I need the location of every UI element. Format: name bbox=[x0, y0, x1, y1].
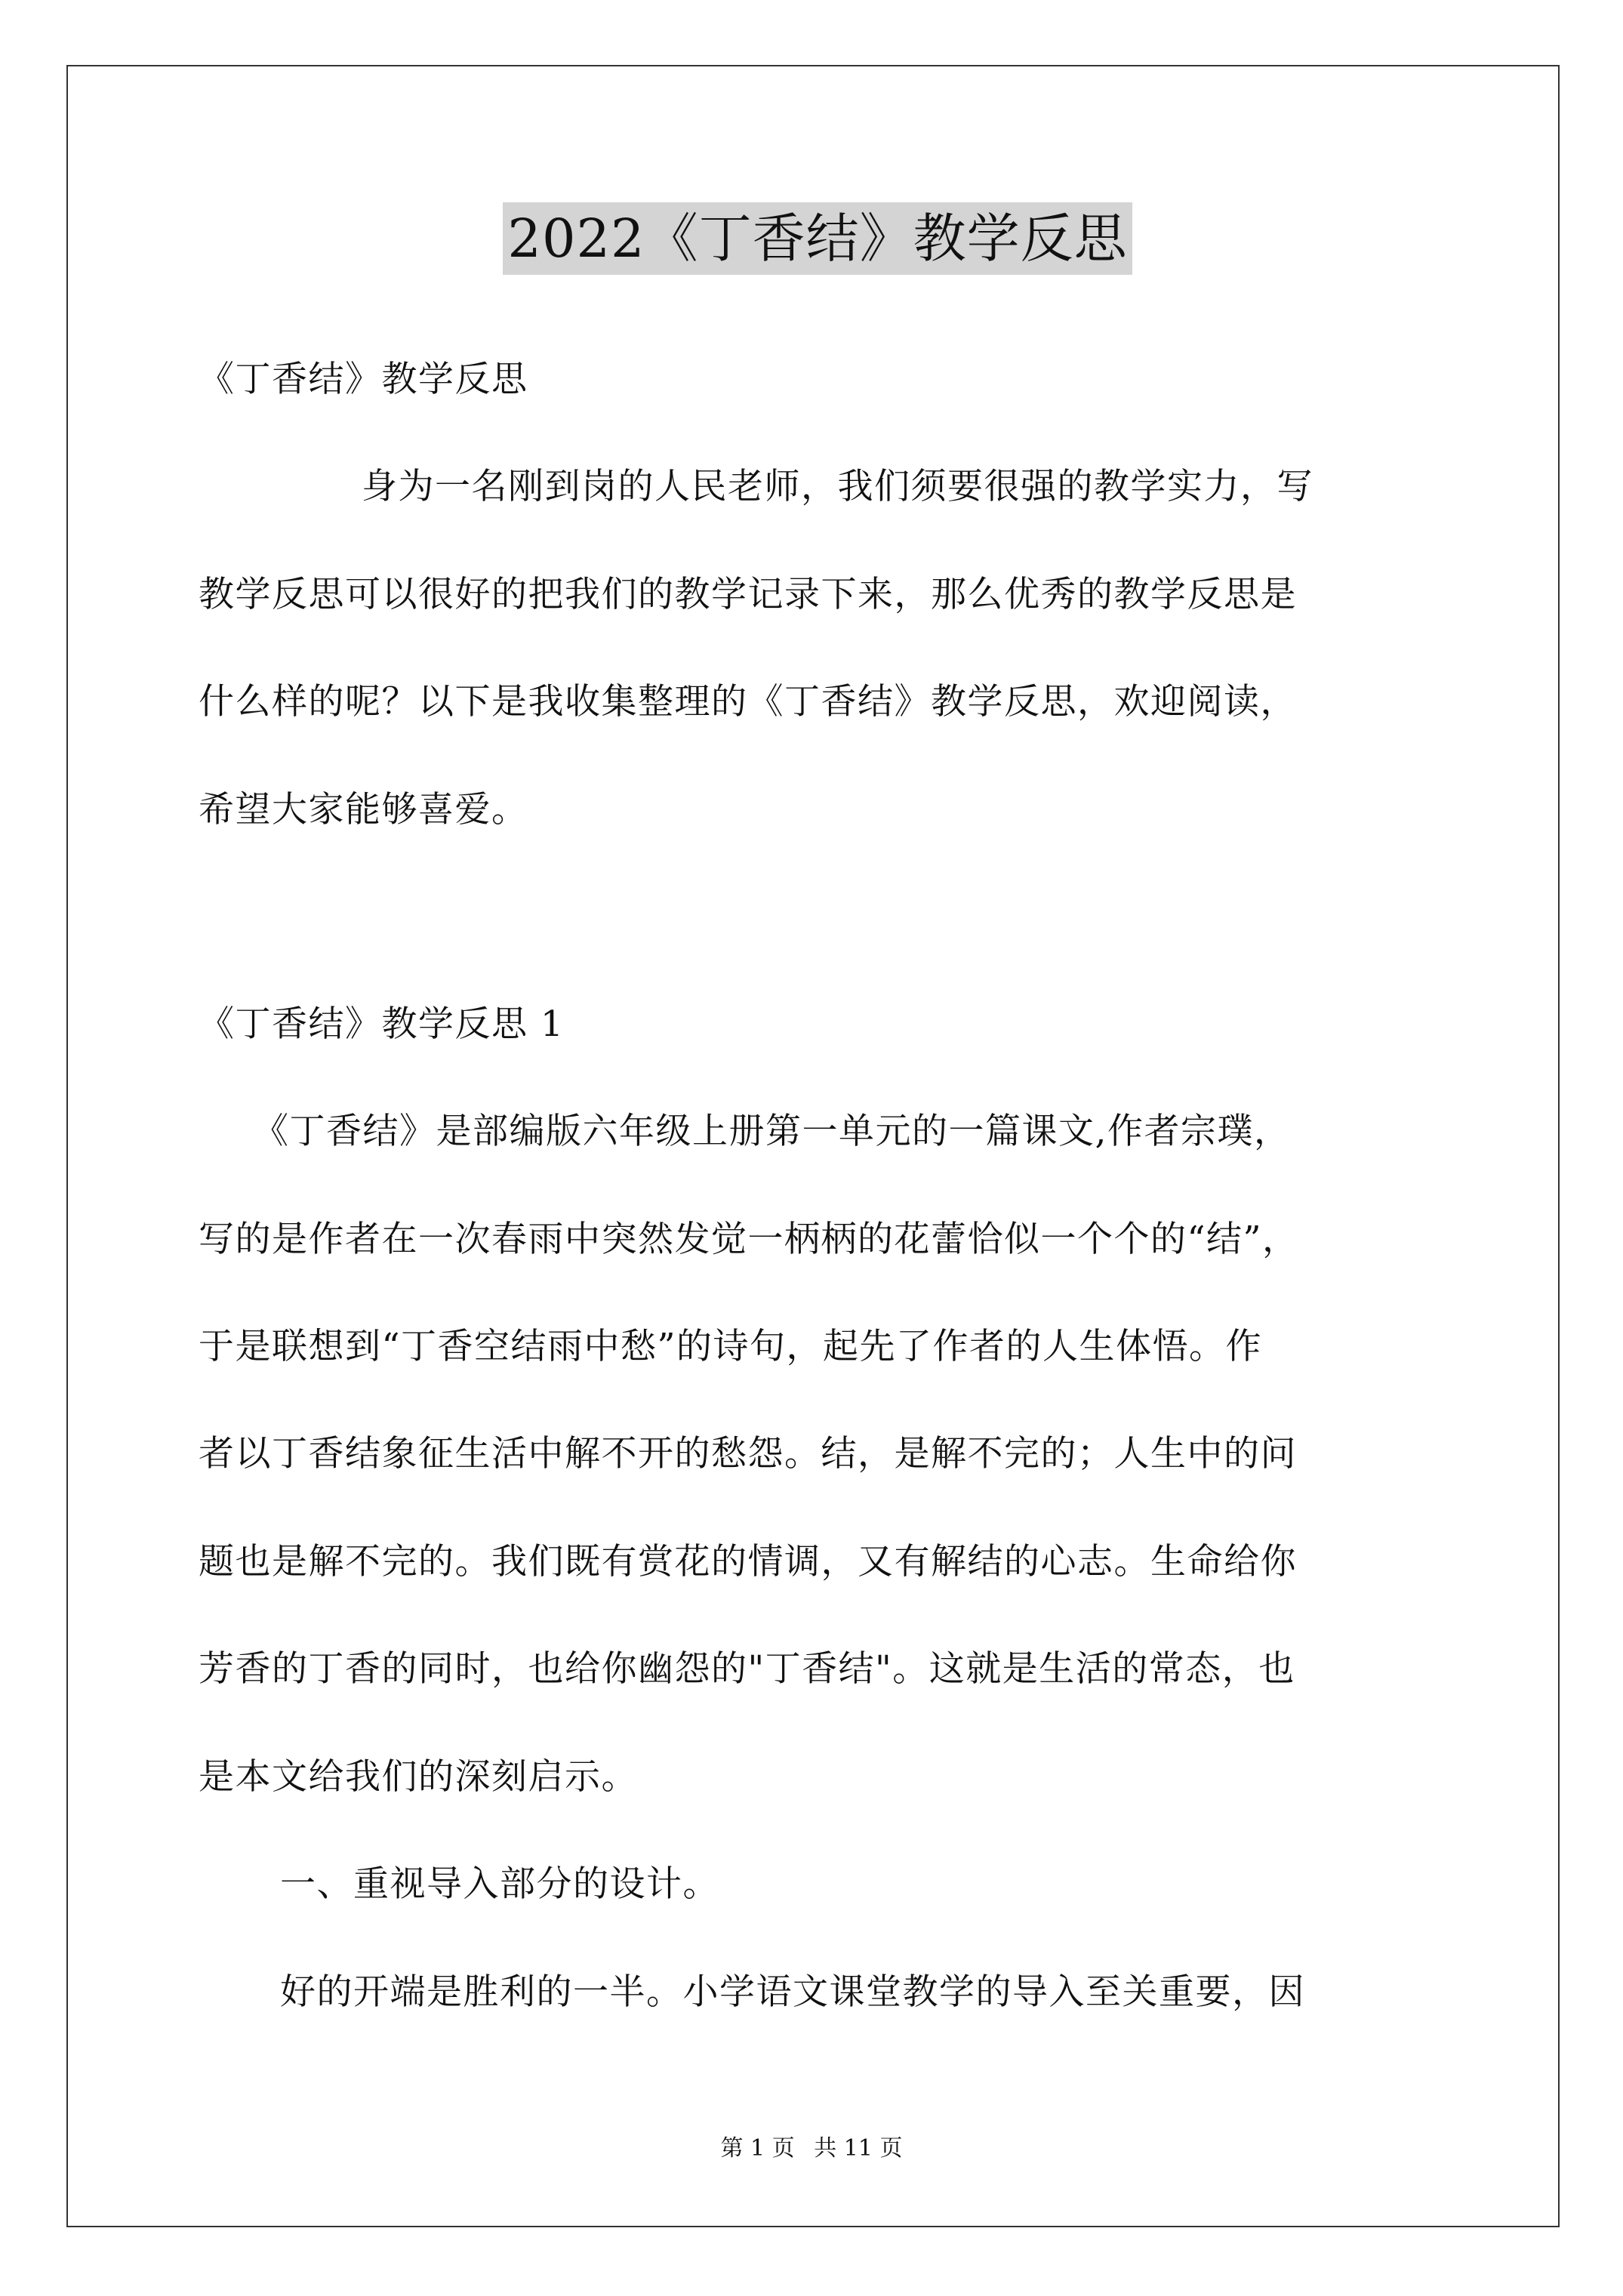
page-number-current: 第 1 页 bbox=[720, 2135, 795, 2162]
body-line: 于是联想到“丁香空结雨中愁”的诗句，起先了作者的人生体悟。作 bbox=[199, 1326, 1263, 1367]
intro-line: 身为一名刚到岗的人民老师，我们须要很强的教学实力，写 bbox=[362, 466, 1313, 507]
body-line: 写的是作者在一次春雨中突然发觉一柄柄的花蕾恰似一个个的“结”， bbox=[199, 1219, 1299, 1260]
body-line: 是本文给我们的深刻启示。 bbox=[199, 1756, 638, 1798]
intro-line: 教学反思可以很好的把我们的教学记录下来，那么优秀的教学反思是 bbox=[199, 574, 1297, 615]
body-line: 芳香的丁香的同时，也给你幽怨的"丁香结"。这就是生活的常态，也 bbox=[199, 1648, 1295, 1690]
body-line: 《丁香结》是部编版六年级上册第一单元的一篇课文,作者宗璞， bbox=[253, 1111, 1291, 1152]
body-line: 好的开端是胜利的一半。小学语文课堂教学的导入至关重要，因 bbox=[280, 1971, 1305, 2013]
page-footer bbox=[0, 2134, 1623, 2164]
page-number-total: 共 11 页 bbox=[814, 2135, 903, 2162]
subheading: 一、重视导入部分的设计。 bbox=[280, 1863, 719, 1905]
intro-line: 什么样的呢？以下是我收集整理的《丁香结》教学反思，欢迎阅读， bbox=[199, 681, 1297, 723]
intro-heading: 《丁香结》教学反思 bbox=[199, 359, 528, 400]
body-line: 题也是解不完的。我们既有赏花的情调，又有解结的心志。生命给你 bbox=[199, 1541, 1297, 1583]
title-wrap bbox=[199, 202, 1437, 275]
body-line: 者以丁香结象征生活中解不开的愁怨。结，是解不完的；人生中的问 bbox=[199, 1433, 1297, 1475]
intro-line: 希望大家能够喜爱。 bbox=[199, 789, 528, 831]
document-title: 2022《丁香结》教学反思 bbox=[503, 202, 1132, 275]
section-heading: 《丁香结》教学反思 1 bbox=[199, 1003, 565, 1045]
